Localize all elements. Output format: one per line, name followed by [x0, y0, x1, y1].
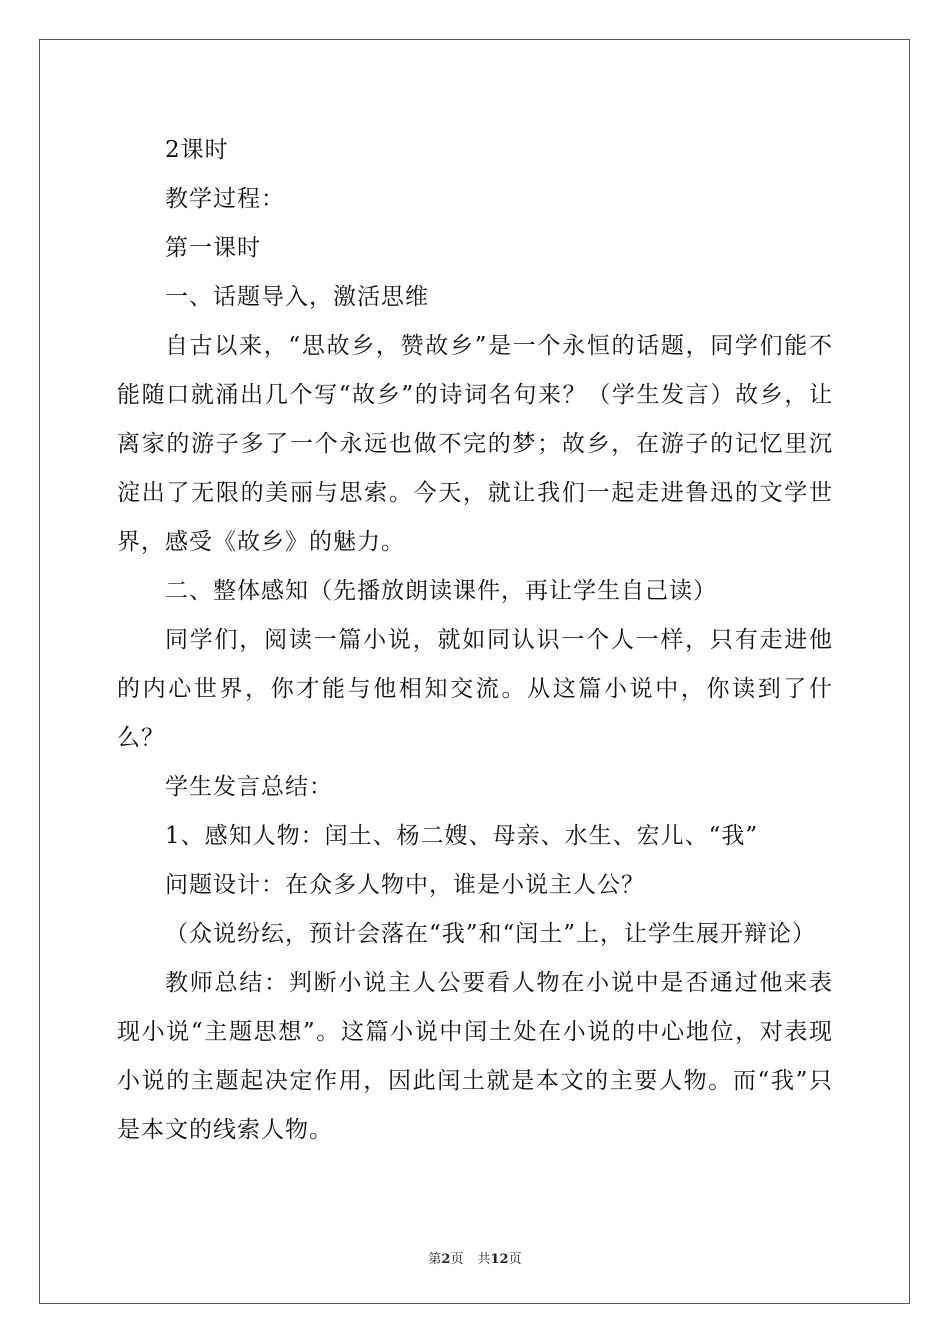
heading-topic-intro: 一、话题导入，激活思维 — [165, 284, 429, 310]
paragraph-student-summary: 学生发言总结： — [165, 774, 333, 800]
paragraph-debate: （众说纷纭，预计会落在“我”和“闰土”上，让学生展开辩论） — [165, 921, 817, 947]
page-footer — [0, 1248, 950, 1267]
paragraph-question-design: 问题设计：在众多人物中，谁是小说主人公？ — [165, 872, 645, 898]
footer-page-prefix: 第 — [428, 1252, 442, 1267]
document-body — [117, 126, 833, 1155]
paragraph-intro-text: 自古以来，“思故乡，赞故乡”是一个永恒的话题，同学们能不能随口就涌出几个写“故乡”的诗词名句来？（学生发言）故乡，让离家的游子多了一个永远也做不完的梦；故乡，在游子的记忆里沉淀出了无限的美丽与思索。今天，就让我们一起走进鲁迅的文学世界，感受《故乡》的魅力。 — [117, 333, 833, 555]
paragraph-class-hours: 2课时 — [165, 137, 229, 163]
footer-page-number: 2 — [441, 1252, 451, 1267]
paragraph-teacher-summary: 教师总结：判断小说主人公要看人物在小说中是否通过他来表现小说“主题思想”。这篇小说中闰土处在小说的中心地位，对表现小说的主题起决定作用，因此闰土就是本文的主要人物。而“我”只是本文的线索人物。 — [117, 970, 833, 1143]
paragraph-teaching-process: 教学过程： — [165, 186, 285, 212]
paragraph-characters: 1、感知人物：闰土、杨二嫂、母亲、水生、宏儿、“我” — [165, 823, 759, 849]
footer-total-pages: 12 — [490, 1252, 509, 1267]
paragraph-first-lesson: 第一课时 — [165, 235, 261, 261]
footer-total-prefix: 共 — [477, 1252, 491, 1267]
footer-page-suffix: 页 — [450, 1252, 464, 1267]
footer-total-suffix: 页 — [508, 1252, 522, 1267]
paragraph-reading-question: 同学们，阅读一篇小说，就如同认识一个人一样，只有走进他的内心世界，你才能与他相知交流。从这篇小说中，你读到了什么？ — [117, 627, 833, 751]
heading-overall-perception: 二、整体感知（先播放朗读课件，再让学生自己读） — [165, 578, 717, 604]
